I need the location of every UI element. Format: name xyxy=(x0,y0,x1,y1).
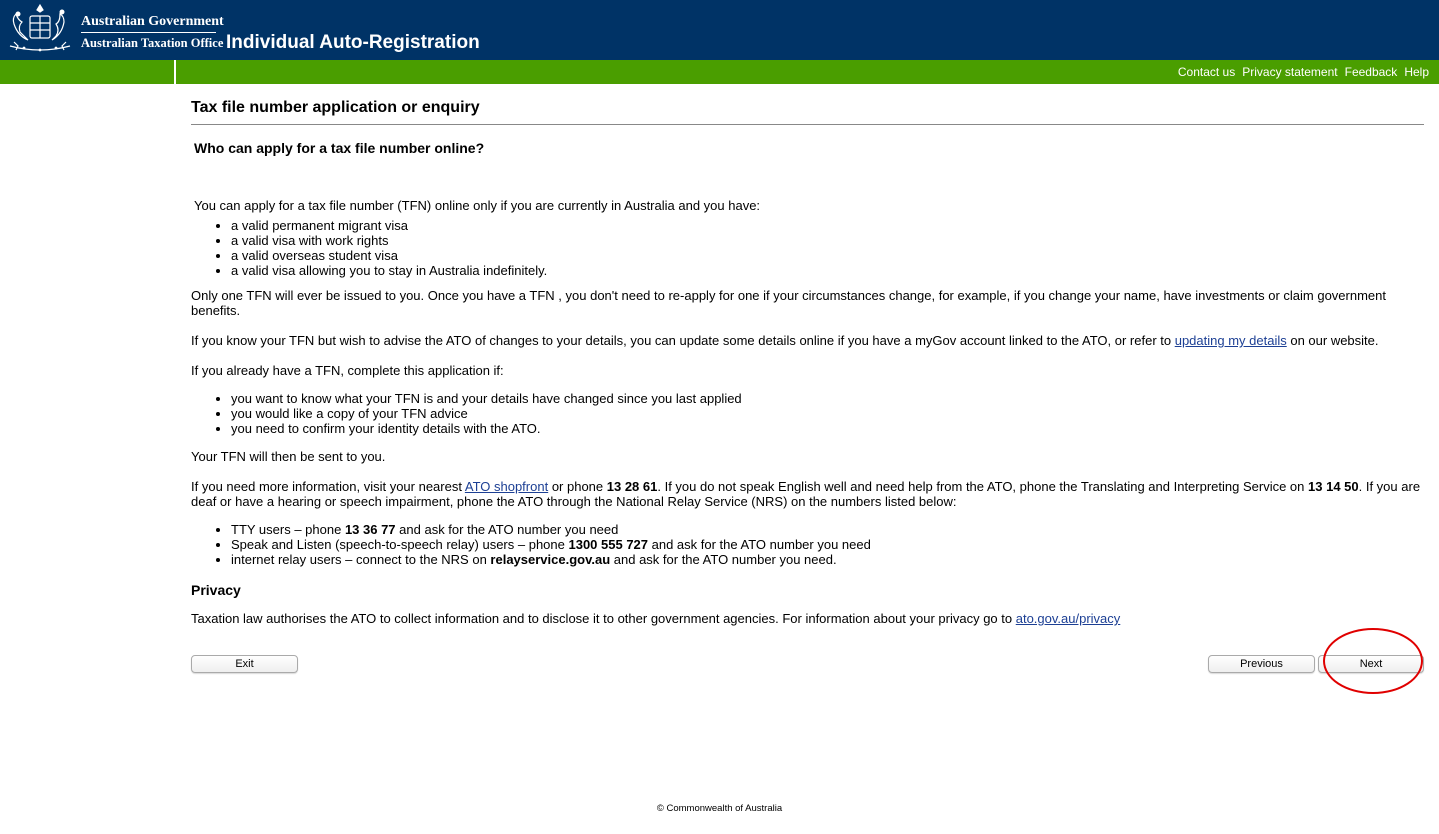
top-navbar xyxy=(0,60,1439,84)
gov-name: Australian Government xyxy=(81,14,224,29)
tfn-sent-text: Your TFN will then be sent to you. xyxy=(191,449,386,464)
privacy-link[interactable]: ato.gov.au/privacy xyxy=(1015,611,1121,626)
info-text-1: If you need more information, visit your nearest xyxy=(191,479,465,494)
already-have-text: If you already have a TFN, complete this application if: xyxy=(191,363,504,378)
list-item xyxy=(231,537,1424,552)
privacy-text-body: Taxation law authorises the ATO to collect information and to disclose it to other government agencies. For information about your privacy go to xyxy=(191,611,1016,626)
help-link[interactable]: Help xyxy=(1404,65,1429,79)
updating-details-link[interactable]: updating my details xyxy=(1174,333,1287,348)
contact-us-link[interactable]: Contact us xyxy=(1177,65,1236,79)
exit-button[interactable]: Exit xyxy=(191,655,298,673)
agency-name: Australian Taxation Office xyxy=(81,36,224,50)
list-item: • you would like a copy of your TFN advice xyxy=(231,406,1424,421)
tty-text-end: and ask for the ATO number you need xyxy=(395,522,619,537)
info-text-2: or phone xyxy=(548,479,607,494)
navbar-divider xyxy=(174,60,176,84)
list-item xyxy=(231,552,1424,567)
update-text-start: If you know your TFN but wish to advise the ATO of changes to your details, you can update some details online if you have a myGov account linked to the ATO, or refer to xyxy=(191,333,1175,348)
section-title: Who can apply for a tax file number online? xyxy=(194,140,485,156)
privacy-statement-link[interactable]: Privacy statement xyxy=(1242,65,1338,79)
speak-listen-text: Speak and Listen (speech-to-speech relay) users – phone xyxy=(231,537,569,552)
more-info-text xyxy=(191,479,1424,509)
relay-website: relayservice.gov.au xyxy=(490,552,611,567)
list-item: • a valid visa with work rights xyxy=(231,233,1424,248)
feedback-link[interactable]: Feedback xyxy=(1344,65,1398,79)
page-title: Tax file number application or enquiry xyxy=(191,98,1424,125)
ato-phone-number: 13 28 61 xyxy=(606,479,658,494)
relay-list xyxy=(191,522,1424,567)
next-button[interactable]: Next xyxy=(1318,655,1424,673)
intro-text: You can apply for a tax file number (TFN) online only if you are currently in Australia and you have: xyxy=(194,198,761,213)
list-item xyxy=(231,522,1424,537)
privacy-text xyxy=(191,611,1424,626)
app-title: Individual Auto-Registration xyxy=(226,32,480,53)
one-tfn-text: Only one TFN will ever be issued to you. Once you have a TFN , you don't need to re-apply for one if your circumstances change, for example, if you change your name, have investments or claim government benefits. xyxy=(191,288,1386,318)
info-text-3: . If you do not speak English well and need help from the ATO, phone the Translating and Interpreting Service on xyxy=(657,479,1309,494)
update-details-text xyxy=(191,333,1424,348)
reasons-list xyxy=(191,391,1424,436)
list-item: • a valid permanent migrant visa xyxy=(231,218,1424,233)
footer-copyright: © Commonwealth of Australia xyxy=(656,803,783,814)
coat-of-arms-icon xyxy=(4,2,76,54)
speak-listen-number: 1300 555 727 xyxy=(568,537,649,552)
logo-divider xyxy=(81,32,216,33)
annotation-circle xyxy=(1323,628,1423,694)
update-text-end: on our website. xyxy=(1286,333,1379,348)
list-item: • you want to know what your TFN is and your details have changed since you last applied xyxy=(231,391,1424,406)
info-text-4: . If you are deaf or have a hearing or speech impairment, phone the ATO through the National Relay Service (NRS) on the numbers listed below: xyxy=(191,479,1421,509)
tty-number: 13 36 77 xyxy=(344,522,396,537)
tty-text: TTY users – phone xyxy=(231,522,345,537)
speak-listen-text-end: and ask for the ATO number you need xyxy=(648,537,871,552)
previous-button[interactable]: Previous xyxy=(1208,655,1315,673)
header-banner xyxy=(0,0,1439,60)
list-item: • a valid visa allowing you to stay in Australia indefinitely. xyxy=(231,263,1424,278)
utility-links xyxy=(1171,65,1429,79)
internet-relay-text: internet relay users – connect to the NRS on xyxy=(231,552,491,567)
privacy-heading: Privacy xyxy=(191,582,241,598)
list-item: • you need to confirm your identity details with the ATO. xyxy=(231,421,1424,436)
agency-logo-text xyxy=(81,13,224,51)
ato-shopfront-link[interactable]: ATO shopfront xyxy=(464,479,549,494)
internet-relay-text-end: and ask for the ATO number you need. xyxy=(610,552,837,567)
main-content xyxy=(191,98,1424,626)
list-item: • a valid overseas student visa xyxy=(231,248,1424,263)
eligibility-list xyxy=(191,218,1424,278)
tis-phone-number: 13 14 50 xyxy=(1308,479,1359,494)
